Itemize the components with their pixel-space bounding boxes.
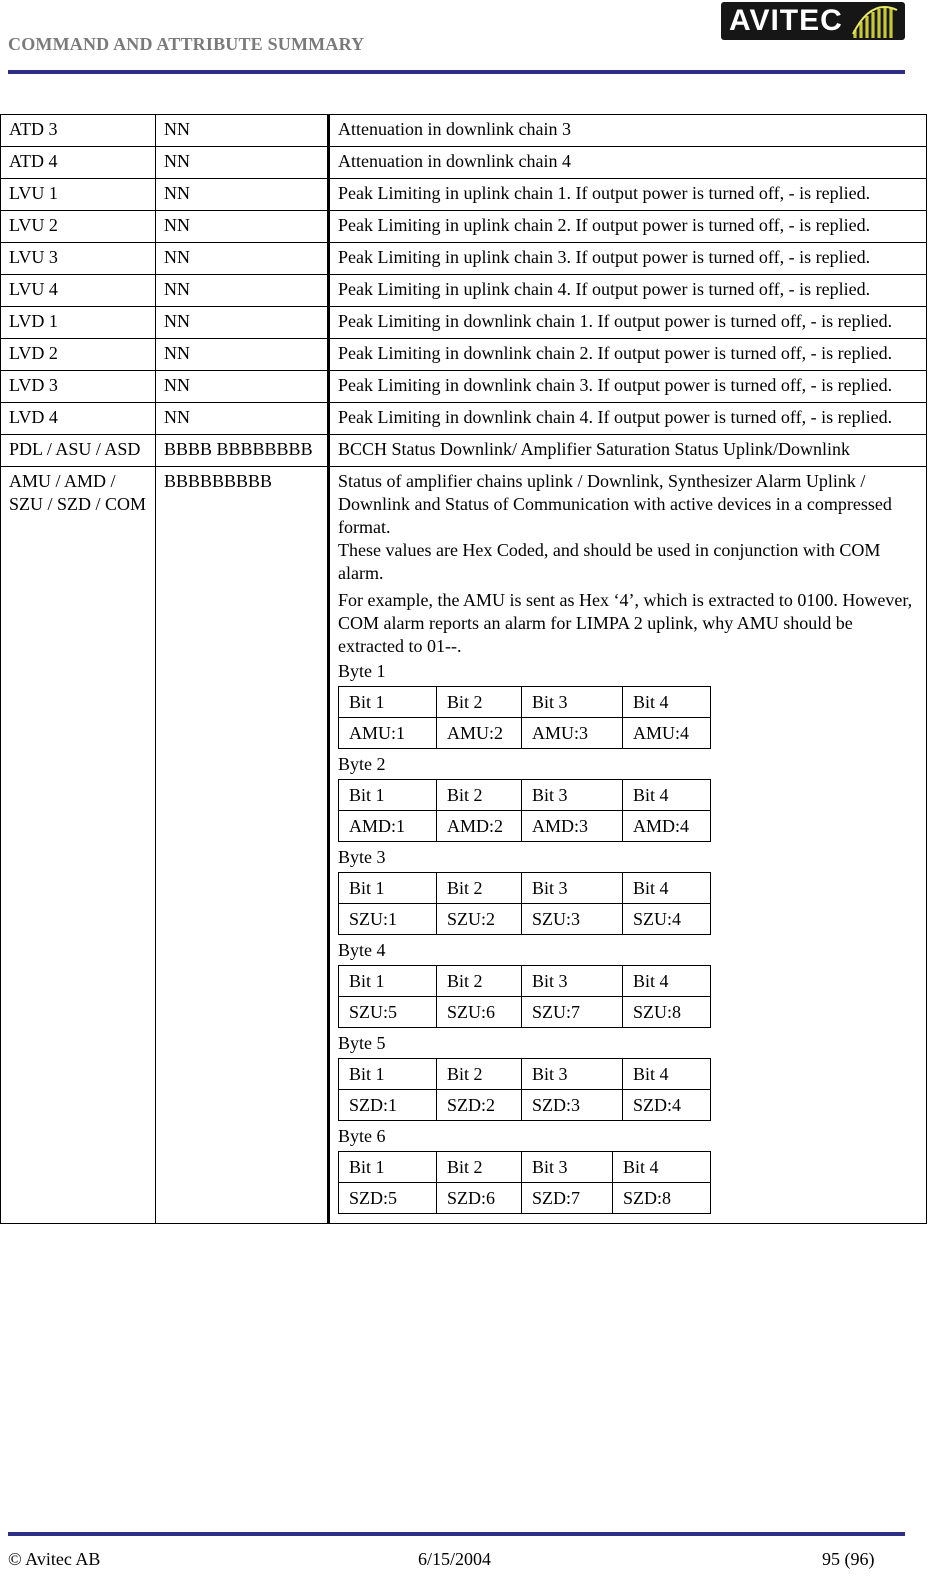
command-table-body [1, 115, 927, 1224]
bit-header-row [339, 873, 711, 904]
bit-header-cell: Bit 2 [437, 873, 522, 904]
cmd-cell: ATD 3 [1, 115, 156, 147]
format-cell: NN [156, 211, 329, 243]
bit-header-cell: Bit 4 [623, 780, 711, 811]
description-paragraph: Status of amplifier chains uplink / Downlink, Synthesizer Alarm Uplink / Downlink and Status of Communication with active devices in a compressed format. [338, 471, 892, 537]
description-cell: Peak Limiting in uplink chain 4. If output power is turned off, - is replied. [329, 275, 927, 307]
table-row [1, 403, 927, 435]
byte-label: Byte 5 [338, 1033, 386, 1053]
bit-value-cell: SZD:2 [437, 1090, 522, 1121]
bit-header-cell: Bit 1 [339, 966, 437, 997]
cmd-cell: LVU 1 [1, 179, 156, 211]
bit-table [338, 1058, 711, 1121]
table-row [1, 243, 927, 275]
description-cell: Peak Limiting in uplink chain 3. If output power is turned off, - is replied. [329, 243, 927, 275]
header-rule [8, 70, 905, 74]
format-cell: NN [156, 403, 329, 435]
bit-header-cell: Bit 2 [437, 780, 522, 811]
bit-value-cell: SZD:6 [437, 1183, 522, 1214]
table-row [1, 435, 927, 467]
bit-header-row [339, 966, 711, 997]
bit-table [338, 965, 711, 1028]
bit-value-cell: AMD:3 [522, 811, 623, 842]
bit-value-cell: SZU:5 [339, 997, 437, 1028]
bit-value-cell: AMD:2 [437, 811, 522, 842]
logo-arc-icon [851, 4, 899, 38]
command-table [0, 114, 927, 1224]
bit-header-cell: Bit 4 [623, 687, 711, 718]
format-cell: NN [156, 147, 329, 179]
footer-page-number: 95 (96) [822, 1549, 875, 1569]
cmd-cell: LVU 2 [1, 211, 156, 243]
footer-copyright: © Avitec AB [8, 1549, 101, 1569]
bit-header-cell: Bit 1 [339, 687, 437, 718]
format-cell: NN [156, 179, 329, 211]
bit-header-cell: Bit 1 [339, 873, 437, 904]
format-cell: NN [156, 275, 329, 307]
bit-value-cell: SZU:7 [522, 997, 623, 1028]
bit-value-cell: SZD:4 [623, 1090, 711, 1121]
format-cell: NN [156, 371, 329, 403]
description-paragraph: For example, the AMU is sent as Hex ‘4’, which is extracted to 0100. However, COM alarm reports an alarm for LIMPA 2 uplink, why AMU should be extracted to 01--. [338, 590, 913, 656]
byte-label: Byte 4 [338, 940, 386, 960]
bit-header-cell: Bit 3 [522, 966, 623, 997]
bit-value-cell: AMU:2 [437, 718, 522, 749]
byte-label: Byte 1 [338, 661, 386, 681]
bit-value-cell: SZD:3 [522, 1090, 623, 1121]
format-cell: BBBB BBBBBBBB [156, 435, 329, 467]
bit-value-cell: SZD:5 [339, 1183, 437, 1214]
bit-table [338, 686, 711, 749]
bit-value-row [339, 904, 711, 935]
bit-value-cell: AMU:4 [623, 718, 711, 749]
format-cell: BBBBBBBBB [156, 467, 329, 1224]
bit-header-cell: Bit 3 [522, 687, 623, 718]
bit-header-cell: Bit 4 [623, 873, 711, 904]
bit-value-cell: SZU:4 [623, 904, 711, 935]
description-paragraph: These values are Hex Coded, and should be used in conjunction with COM alarm. [338, 540, 881, 583]
table-row [1, 179, 927, 211]
description-cell: Attenuation in downlink chain 3 [329, 115, 927, 147]
cmd-cell: PDL / ASU / ASD [1, 435, 156, 467]
table-row [1, 275, 927, 307]
bit-header-cell: Bit 3 [522, 1059, 623, 1090]
table-row [1, 147, 927, 179]
table-row [1, 115, 927, 147]
bit-value-cell: AMU:1 [339, 718, 437, 749]
description-cell: Peak Limiting in downlink chain 4. If output power is turned off, - is replied. [329, 403, 927, 435]
cmd-cell: LVD 2 [1, 339, 156, 371]
bit-header-cell: Bit 3 [522, 780, 623, 811]
description-cell: Peak Limiting in downlink chain 1. If output power is turned off, - is replied. [329, 307, 927, 339]
bit-value-cell: SZU:1 [339, 904, 437, 935]
bit-header-cell: Bit 4 [623, 966, 711, 997]
bit-table [338, 1151, 711, 1214]
byte-tables [338, 660, 922, 1214]
bit-value-cell: SZD:1 [339, 1090, 437, 1121]
bit-header-cell: Bit 1 [339, 1152, 437, 1183]
bit-header-row [339, 1152, 711, 1183]
bit-value-row [339, 1090, 711, 1121]
bit-header-cell: Bit 2 [437, 1152, 522, 1183]
bit-value-cell: AMD:4 [623, 811, 711, 842]
bit-header-cell: Bit 2 [437, 966, 522, 997]
byte-label: Byte 3 [338, 847, 386, 867]
page-header-title: COMMAND AND ATTRIBUTE SUMMARY [8, 34, 365, 54]
description-cell: Peak Limiting in downlink chain 3. If output power is turned off, - is replied. [329, 371, 927, 403]
bit-table [338, 872, 711, 935]
bit-header-cell: Bit 1 [339, 1059, 437, 1090]
cmd-cell: LVD 3 [1, 371, 156, 403]
description-cell: Attenuation in downlink chain 4 [329, 147, 927, 179]
bit-table [338, 779, 711, 842]
table-row [1, 211, 927, 243]
cmd-cell: LVU 4 [1, 275, 156, 307]
bit-header-cell: Bit 3 [522, 873, 623, 904]
table-row [1, 307, 927, 339]
bit-header-cell: Bit 1 [339, 780, 437, 811]
cmd-cell: LVD 1 [1, 307, 156, 339]
description-cell: Peak Limiting in downlink chain 2. If output power is turned off, - is replied. [329, 339, 927, 371]
format-cell: NN [156, 307, 329, 339]
bit-value-row [339, 1183, 711, 1214]
bit-header-row [339, 1059, 711, 1090]
bit-value-cell: SZU:2 [437, 904, 522, 935]
logo-text: AVITEC [729, 4, 843, 37]
table-row [1, 339, 927, 371]
bit-header-cell: Bit 2 [437, 1059, 522, 1090]
table-row [1, 371, 927, 403]
bit-value-cell: SZU:3 [522, 904, 623, 935]
bit-value-row [339, 718, 711, 749]
footer-date: 6/15/2004 [418, 1549, 492, 1569]
format-cell: NN [156, 243, 329, 275]
bit-header-row [339, 780, 711, 811]
cmd-cell: LVU 3 [1, 243, 156, 275]
bit-value-cell: AMU:3 [522, 718, 623, 749]
byte-label: Byte 2 [338, 754, 386, 774]
table-row-status [1, 467, 927, 1224]
bit-value-cell: SZD:8 [613, 1183, 711, 1214]
cmd-cell: ATD 4 [1, 147, 156, 179]
byte-label: Byte 6 [338, 1126, 386, 1146]
description-cell: Peak Limiting in uplink chain 2. If output power is turned off, - is replied. [329, 211, 927, 243]
description-cell: BCCH Status Downlink/ Amplifier Saturation Status Uplink/Downlink [329, 435, 927, 467]
bit-header-row [339, 687, 711, 718]
footer-rule [8, 1532, 905, 1536]
cmd-cell: LVD 4 [1, 403, 156, 435]
avitec-logo [721, 2, 905, 40]
bit-header-cell: Bit 4 [613, 1152, 711, 1183]
bit-value-row [339, 997, 711, 1028]
bit-value-cell: SZD:7 [522, 1183, 613, 1214]
bit-value-cell: SZU:8 [623, 997, 711, 1028]
format-cell: NN [156, 339, 329, 371]
bit-header-cell: Bit 2 [437, 687, 522, 718]
bit-value-cell: SZU:6 [437, 997, 522, 1028]
bit-header-cell: Bit 3 [522, 1152, 613, 1183]
format-cell: NN [156, 115, 329, 147]
description-cell [329, 467, 927, 1224]
bit-header-cell: Bit 4 [623, 1059, 711, 1090]
bit-value-row [339, 811, 711, 842]
description-cell: Peak Limiting in uplink chain 1. If output power is turned off, - is replied. [329, 179, 927, 211]
bit-value-cell: AMD:1 [339, 811, 437, 842]
cmd-cell: AMU / AMD / SZU / SZD / COM [1, 467, 156, 1224]
